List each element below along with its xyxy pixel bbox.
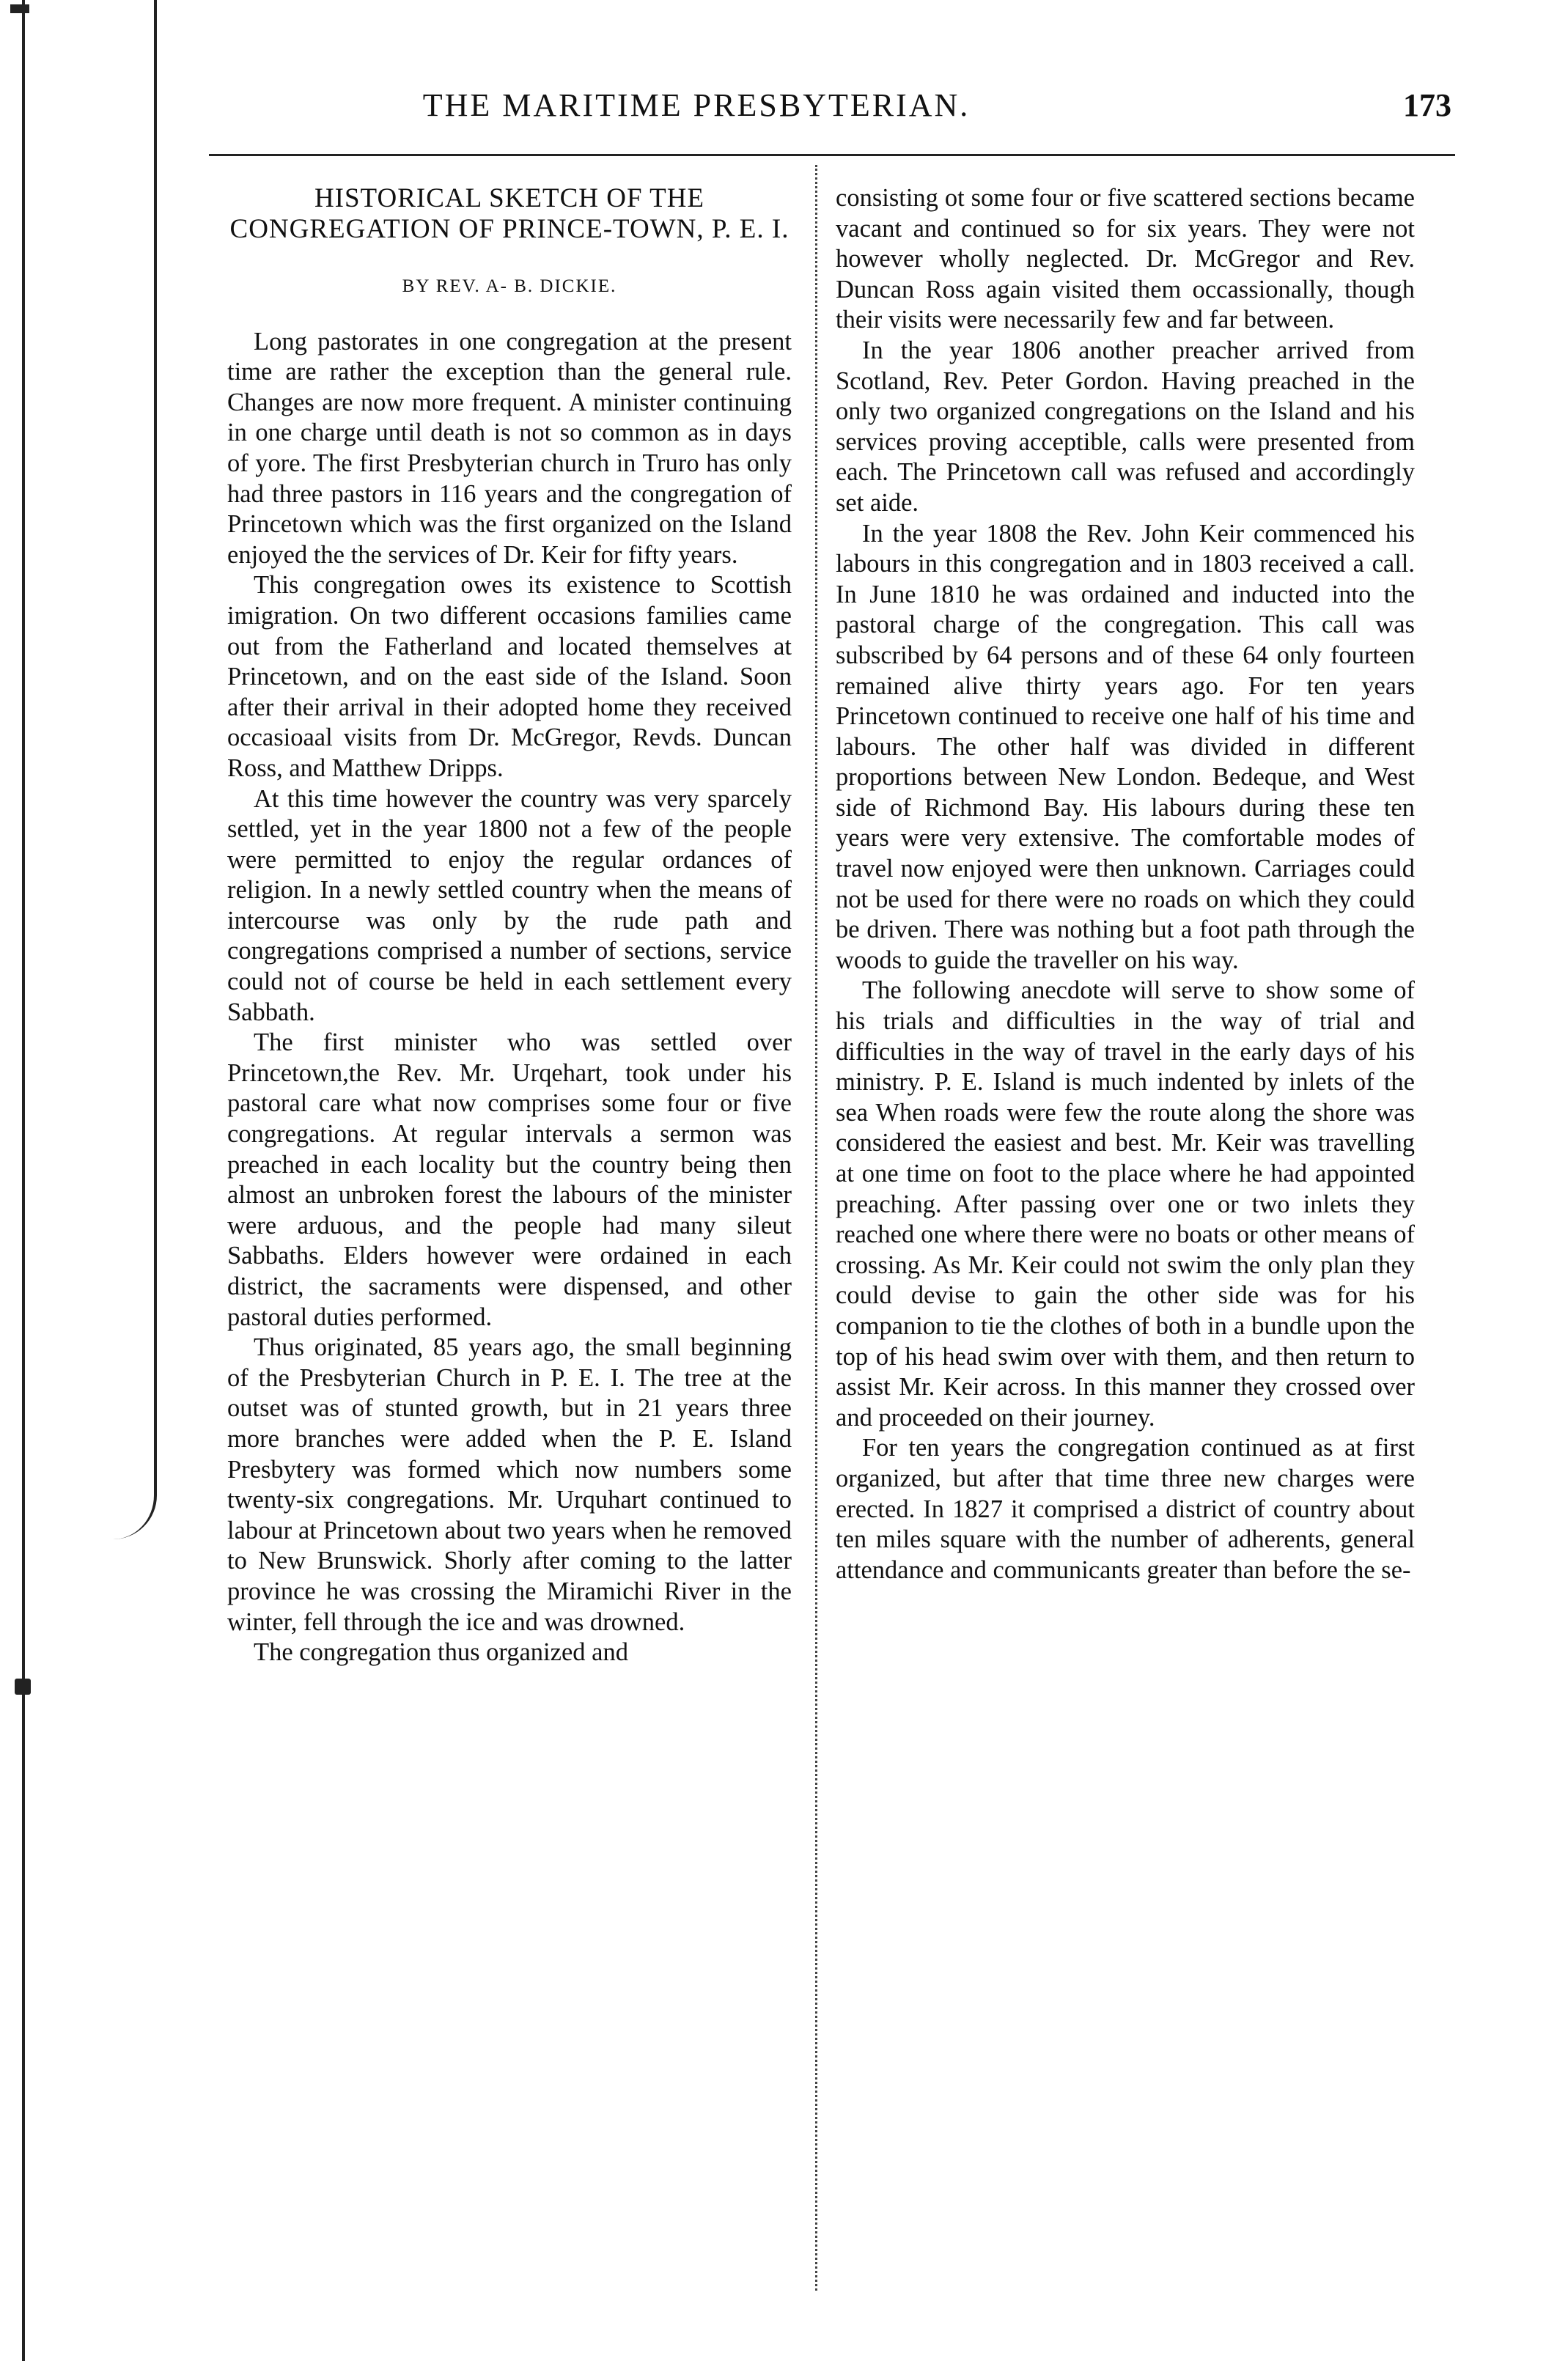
article-byline: BY REV. A- B. DICKIE. xyxy=(402,276,617,296)
column-divider xyxy=(815,165,817,2291)
binding-mark-top xyxy=(10,4,29,13)
paragraph: consisting ot some four or five scattered sections became vacant and continued so for six years. They were not however wholly neglected. Dr. McGregor and Rev. Duncan Ross again visited them occassionally, though their visits were necessarily few and far between. xyxy=(836,184,1415,334)
page-curl-edge xyxy=(110,0,157,1539)
right-column xyxy=(836,183,1415,1585)
paragraph: In the year 1808 the Rev. John Keir commenced his labours in this congregation and in 1803 received a call. In June 1810 he was ordained and inducted into the pastoral charge of the congregation. This call was subscribed by 64 persons and of these 64 only fourteen remained alive thirty years ago. For ten years Princetown continued to receive one half of his time and labours. The other half was divided in different proportions between New London. Bedeque, and West side of Richmond Bay. His labours during these ten years were very extensive. The comfortable modes of travel now enjoyed were then unknown. Carriages could not be used for there were no roads on which they could be driven. There was nothing but a foot path through the woods to guide the traveller on his way. xyxy=(836,519,1415,974)
paragraph: Long pastorates in one congregation at the present time are rather the exception than the general rule. Changes are now more frequent. A minister continuing in one charge until death is not so common as in days of yore. The first Presbyterian church in Truro has only had three pastors in 116 years and the congregation of Princetown which was the first organized on the Island enjoyed the the services of Dr. Keir for fifty years. xyxy=(227,327,792,569)
paragraph: In the year 1806 another preacher arrived from Scotland, Rev. Peter Gordon. Having preached in the only two organized congregations on the Island and his services proving acceptible, calls were presented from each. The Princetown call was refused and accordingly set aide. xyxy=(836,336,1415,517)
left-column xyxy=(227,183,792,1668)
header-rule xyxy=(209,154,1455,156)
binding-margin-line xyxy=(22,0,25,2361)
page-header xyxy=(220,86,1451,130)
running-title: THE MARITIME PRESBYTERIAN. xyxy=(422,87,971,123)
paragraph: Thus originated, 85 years ago, the small beginning of the Presbyterian Church in P. E. I. The tree at the outset was of stunted growth, but in 21 years three more branches were added when the P. E. Island Presbytery was formed which now numbers some twenty-six congregations. Mr. Urquhart continued to labour at Princetown about two years when he removed to New Brunswick. Shorly after coming to the latter province he was crossing the Miramichi River in the winter, fell through the ice and was drowned. xyxy=(227,1333,792,1636)
article-title: HISTORICAL SKETCH OF THE CONGREGATION OF PRINCE-TOWN, P. E. I. xyxy=(229,183,789,244)
binding-mark-middle xyxy=(15,1679,31,1695)
paragraph: The congregation thus organized and xyxy=(254,1638,628,1667)
paragraph: This congregation owes its existence to Scottish imigration. On two different occasions families came out from the Fatherland and located themselves at Princetown, and on the east side of the Island. Soon after their arrival in their adopted home they received occasioaal visits from Dr. McGregor, Revds. Duncan Ross, and Matthew Dripps. xyxy=(227,571,792,782)
paragraph: The following anecdote will serve to show some of his trials and difficulties in the way of trial and difficulties in the way of travel in the early days of his ministry. P. E. Island is much indented by inlets of the sea When roads were few the route along the shore was considered the easiest and best. Mr. Keir was travelling at one time on foot to the place where he had appointed preaching. After passing over one or two inlets they reached one where there were no boats or other means of crossing. As Mr. Keir could not swim the only plan they could devise to gain the other side was for his companion to tie the clothes of both in a bundle upon the top of his head swim over with them, and then return to assist Mr. Keir across. In this manner they crossed over and proceeded on their journey. xyxy=(836,976,1415,1432)
paragraph: At this time however the country was very sparcely settled, yet in the year 1800 not a few of the people were permitted to enjoy the regular ordances of religion. In a newly settled country when the means of intercourse was only by the rude path and congregations comprised a number of sections, service could not of course be held in each settlement every Sabbath. xyxy=(227,784,792,1026)
page-number: 173 xyxy=(1403,87,1451,123)
paragraph: The first minister who was settled over Princetown,the Rev. Mr. Urqehart, took under his pastoral care what now comprises some four or five congregations. At regular intervals a sermon was preached in each locality but the country being then almost an unbroken forest the labours of the minister were arduous, and the people had many sileut Sabbaths. Elders however were ordained in each district, the sacraments were dispensed, and other pastoral duties performed. xyxy=(227,1028,792,1331)
paragraph: For ten years the congregation continued as at first organized, but after that time three new charges were erected. In 1827 it comprised a district of country about ten miles square with the number of adherents, general attendance and communicants greater than before the se- xyxy=(836,1434,1415,1584)
